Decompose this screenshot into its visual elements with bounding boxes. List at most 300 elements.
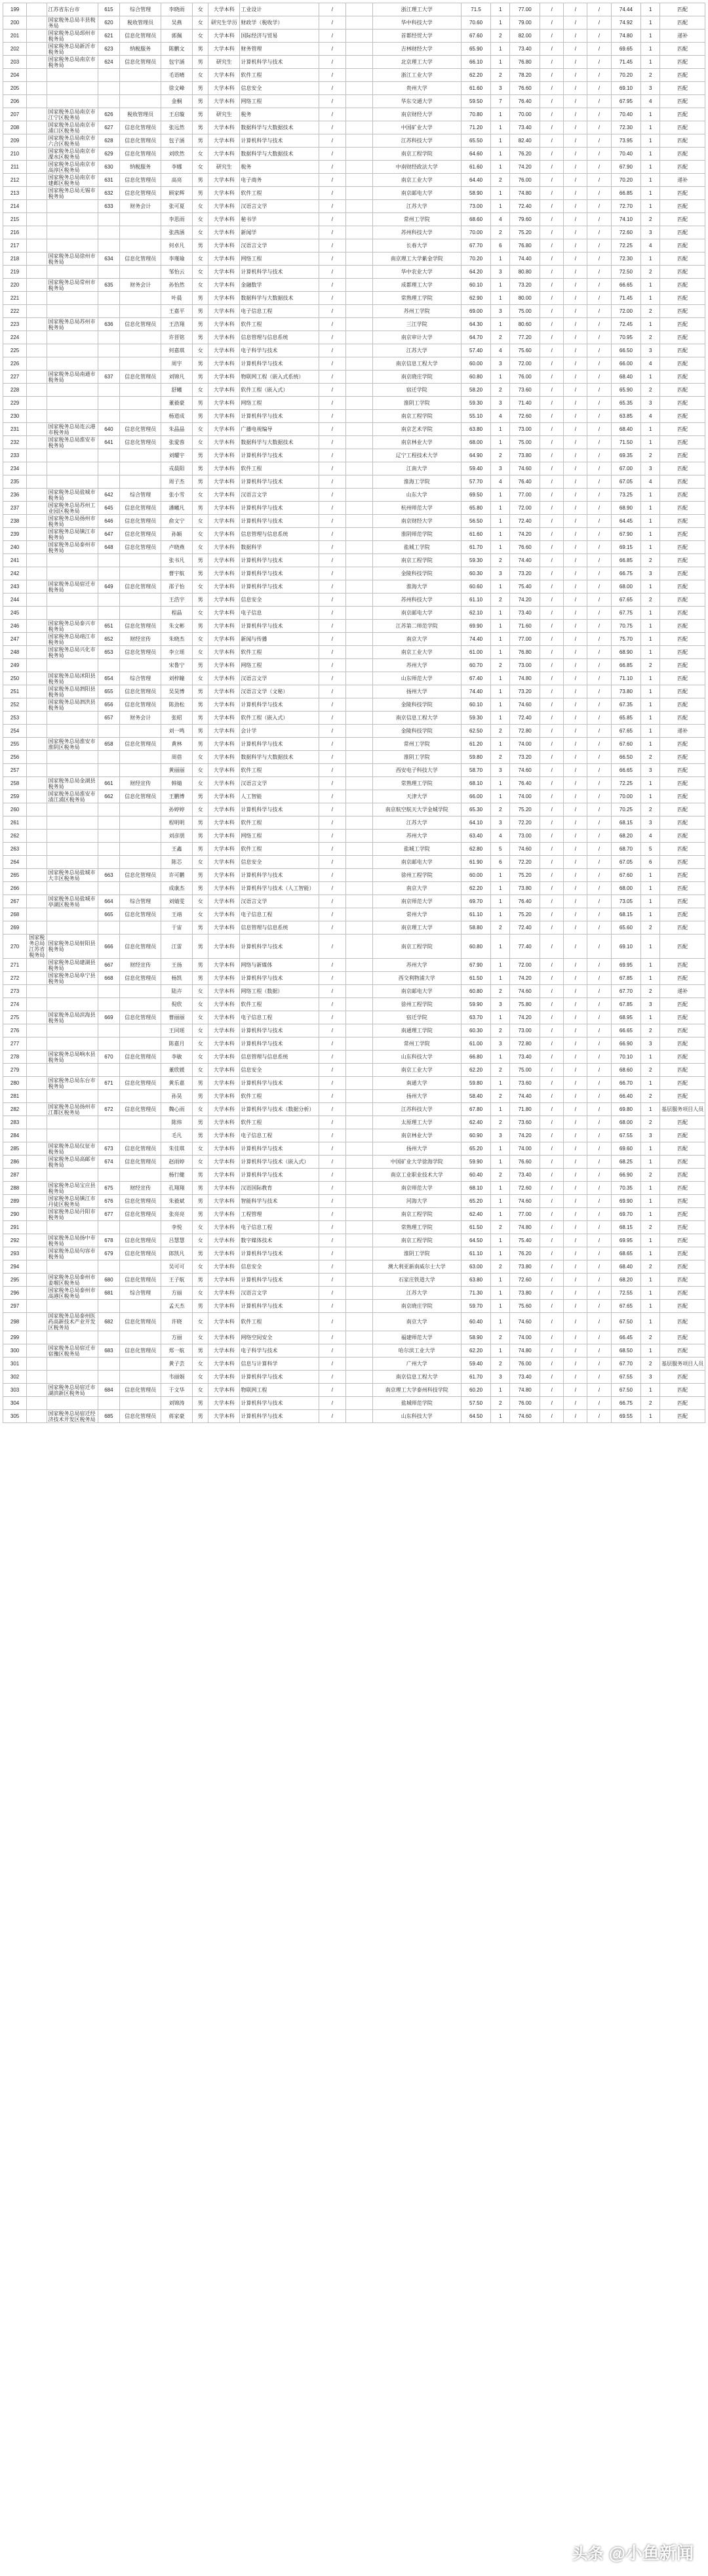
cell-bonus: /: [540, 751, 564, 764]
cell-bonus: /: [540, 882, 564, 895]
cell-agency: [27, 3, 47, 16]
cell-rank: 1: [641, 371, 660, 384]
cell-rank: 1: [641, 3, 660, 16]
cell-major: 电子科学与技术: [240, 1344, 319, 1358]
cell-rank: 6: [641, 856, 660, 869]
cell-inspection: /: [587, 554, 611, 567]
cell-experience: /: [319, 921, 345, 935]
cell-rank: 1: [641, 633, 660, 646]
cell-interview: 73.80: [510, 1287, 540, 1300]
cell-experience: /: [319, 1142, 345, 1156]
cell-index: 232: [3, 436, 27, 449]
cell-position-code: [98, 1260, 120, 1274]
cell-inspection: /: [587, 279, 611, 292]
cell-written-score: 59.30: [461, 554, 491, 567]
cell-physical: /: [564, 751, 587, 764]
cell-school: 南京邮电大学: [372, 187, 461, 200]
cell-total: 73.80: [611, 685, 641, 698]
cell-index: 214: [3, 200, 27, 213]
cell-bureau: [47, 1090, 98, 1103]
cell-total: 68.70: [611, 843, 641, 856]
cell-name: 徐文峰: [161, 82, 192, 95]
cell-gender: 男: [193, 371, 208, 384]
cell-bureau: [47, 239, 98, 252]
cell-total: 71.45: [611, 292, 641, 305]
cell-interview: 75.00: [510, 305, 540, 318]
cell-interview: 73.60: [510, 384, 540, 397]
cell-index: 218: [3, 252, 27, 266]
cell-bonus: /: [540, 659, 564, 672]
cell-interview: 72.40: [510, 200, 540, 213]
cell-position-code: 669: [98, 1011, 120, 1024]
cell-index: 276: [3, 1024, 27, 1037]
cell-agency: [27, 698, 47, 712]
cell-major: 物联网工程: [240, 1384, 319, 1397]
table-row: [3, 489, 705, 502]
cell-major: 计算机科学与技术: [240, 554, 319, 567]
cell-bureau: [47, 331, 98, 344]
cell-name: 曹丽丽: [161, 1011, 192, 1024]
cell-total: 72.70: [611, 200, 641, 213]
cell-physical: /: [564, 712, 587, 725]
cell-agency: [27, 410, 47, 423]
cell-gender: 男: [193, 620, 208, 633]
cell-agency: [27, 462, 47, 475]
table-row: [3, 384, 705, 397]
cell-inspection: /: [587, 1129, 611, 1142]
cell-school: 徐州工程学院: [372, 869, 461, 882]
cell-experience: /: [319, 1103, 345, 1116]
cell-physical: /: [564, 200, 587, 213]
cell-physical: /: [564, 1103, 587, 1116]
cell-political: [345, 515, 372, 528]
cell-bonus: /: [540, 371, 564, 384]
cell-physical: /: [564, 972, 587, 985]
cell-experience: /: [319, 1371, 345, 1384]
cell-bureau: [47, 95, 98, 108]
cell-gender: 男: [193, 1169, 208, 1182]
cell-position: [120, 357, 161, 371]
cell-physical: /: [564, 121, 587, 134]
cell-total: 68.15: [611, 908, 641, 921]
cell-physical: /: [564, 1156, 587, 1169]
table-row: [3, 620, 705, 633]
cell-experience: /: [319, 1208, 345, 1221]
cell-bureau: [47, 1358, 98, 1371]
cell-name: 刘欣然: [161, 148, 192, 161]
cell-bureau: [47, 803, 98, 816]
cell-written-score: 65.50: [461, 134, 491, 148]
cell-physical: /: [564, 567, 587, 580]
cell-political: [345, 397, 372, 410]
table-row: [3, 1313, 705, 1331]
cell-agency: [27, 371, 47, 384]
cell-physical: /: [564, 108, 587, 121]
cell-rank: 1: [641, 423, 660, 436]
cell-written-score: 62.80: [461, 843, 491, 856]
cell-bonus: /: [540, 685, 564, 698]
cell-position-code: [98, 594, 120, 607]
cell-education: 大学本科: [208, 213, 240, 226]
cell-interview: 74.60: [510, 985, 540, 998]
cell-experience: /: [319, 672, 345, 685]
cell-experience: /: [319, 1024, 345, 1037]
cell-index: 209: [3, 134, 27, 148]
cell-written-rank: 3: [491, 397, 510, 410]
cell-index: 278: [3, 1051, 27, 1064]
cell-gender: 男: [193, 462, 208, 475]
cell-inspection: /: [587, 331, 611, 344]
cell-bonus: /: [540, 1077, 564, 1090]
cell-position: 信息化管理员: [120, 1156, 161, 1169]
cell-index: 277: [3, 1037, 27, 1051]
cell-position-code: [98, 1090, 120, 1103]
table-row: [3, 998, 705, 1011]
cell-bureau: 国家税务总局靖江市税务局: [47, 633, 98, 646]
cell-gender: 男: [193, 174, 208, 187]
cell-bonus: /: [540, 357, 564, 371]
cell-written-rank: 1: [491, 607, 510, 620]
cell-interview: 72.00: [510, 502, 540, 515]
cell-written-score: 60.40: [461, 1169, 491, 1182]
cell-bonus: /: [540, 633, 564, 646]
cell-remark: 匹配: [660, 3, 705, 16]
cell-total: 72.25: [611, 777, 641, 790]
cell-physical: /: [564, 462, 587, 475]
cell-education: 大学本科: [208, 882, 240, 895]
cell-gender: 女: [193, 777, 208, 790]
cell-remark: 匹配: [660, 1371, 705, 1384]
cell-name: 陈炜: [161, 1116, 192, 1129]
cell-political: [345, 462, 372, 475]
cell-school: 北京理工大学: [372, 56, 461, 69]
cell-political: [345, 305, 372, 318]
cell-major: 新闻学: [240, 226, 319, 239]
cell-remark: 匹配: [660, 449, 705, 462]
cell-political: [345, 213, 372, 226]
cell-physical: /: [564, 1195, 587, 1208]
cell-physical: /: [564, 16, 587, 30]
cell-bureau: [47, 725, 98, 738]
cell-school: 中国矿业大学: [372, 121, 461, 134]
cell-bureau: 国家税务总局泗洪县税务局: [47, 698, 98, 712]
cell-school: 河海大学: [372, 1195, 461, 1208]
cell-inspection: /: [587, 489, 611, 502]
cell-agency: [27, 816, 47, 830]
cell-agency: [27, 305, 47, 318]
cell-position: 纳税服务: [120, 161, 161, 174]
cell-rank: 1: [641, 1384, 660, 1397]
cell-bureau: [47, 856, 98, 869]
cell-position: [120, 1331, 161, 1344]
cell-interview: 74.20: [510, 972, 540, 985]
cell-position: 信息化管理员: [120, 318, 161, 331]
cell-agency: [27, 148, 47, 161]
cell-rank: 1: [641, 134, 660, 148]
cell-written-rank: 1: [491, 698, 510, 712]
cell-education: 大学本科: [208, 1169, 240, 1182]
cell-major: 网络工程: [240, 397, 319, 410]
cell-name: 金桐: [161, 95, 192, 108]
table-row: [3, 1410, 705, 1423]
cell-remark: 匹配: [660, 187, 705, 200]
cell-bureau: 国家税务总局宝应县税务局: [47, 1182, 98, 1195]
cell-bureau: 国家税务总局丹阳市税务局: [47, 1208, 98, 1221]
cell-school: 盐城工学院: [372, 843, 461, 856]
cell-position-code: [98, 751, 120, 764]
cell-position: 财经宣传: [120, 633, 161, 646]
cell-inspection: /: [587, 567, 611, 580]
cell-written-rank: 1: [491, 882, 510, 895]
cell-name: 包宇涵: [161, 56, 192, 69]
cell-bureau: 国家税务总局泰州市税务局: [47, 541, 98, 554]
cell-bureau: [47, 594, 98, 607]
cell-agency: [27, 1300, 47, 1313]
cell-interview: 72.80: [510, 1037, 540, 1051]
cell-school: 南京大学: [372, 882, 461, 895]
cell-experience: /: [319, 1247, 345, 1260]
cell-interview: 73.40: [510, 121, 540, 134]
cell-experience: /: [319, 1182, 345, 1195]
cell-bureau: [47, 1221, 98, 1234]
cell-inspection: /: [587, 161, 611, 174]
cell-school: 南京工业职业技术大学: [372, 1169, 461, 1182]
cell-remark: 匹配: [660, 1142, 705, 1156]
cell-education: 大学本科: [208, 515, 240, 528]
cell-political: [345, 187, 372, 200]
cell-political: [345, 16, 372, 30]
cell-position: 信息化管理员: [120, 580, 161, 594]
cell-education: 大学本科: [208, 1142, 240, 1156]
cell-bonus: /: [540, 266, 564, 279]
cell-index: 200: [3, 16, 27, 30]
cell-rank: 2: [641, 1221, 660, 1234]
cell-written-score: 62.90: [461, 292, 491, 305]
cell-interview: 74.60: [510, 698, 540, 712]
cell-total: 68.40: [611, 423, 641, 436]
cell-major: 计算机科学与技术: [240, 1300, 319, 1313]
cell-position: [120, 1116, 161, 1129]
cell-position-code: [98, 357, 120, 371]
cell-total: 72.60: [611, 226, 641, 239]
cell-gender: 男: [193, 502, 208, 515]
cell-inspection: /: [587, 1384, 611, 1397]
cell-political: [345, 803, 372, 816]
cell-physical: /: [564, 869, 587, 882]
cell-education: 大学本科: [208, 1358, 240, 1371]
cell-rank: 2: [641, 1331, 660, 1344]
cell-position-code: 658: [98, 738, 120, 751]
cell-major: 新闻与传播: [240, 633, 319, 646]
cell-inspection: /: [587, 541, 611, 554]
cell-inspection: /: [587, 371, 611, 384]
cell-name: 刘耀宇: [161, 449, 192, 462]
cell-physical: /: [564, 998, 587, 1011]
cell-education: 大学本科: [208, 502, 240, 515]
cell-total: 70.00: [611, 790, 641, 803]
cell-education: 大学本科: [208, 318, 240, 331]
cell-written-score: 68.00: [461, 436, 491, 449]
cell-interview: 77.00: [510, 633, 540, 646]
cell-bonus: /: [540, 803, 564, 816]
cell-major: 计算机科学与技术: [240, 134, 319, 148]
cell-name: 黄林: [161, 738, 192, 751]
cell-school: 南京工业大学: [372, 646, 461, 659]
cell-total: 67.65: [611, 1300, 641, 1313]
cell-position: [120, 331, 161, 344]
cell-agency: [27, 357, 47, 371]
cell-experience: /: [319, 528, 345, 541]
cell-index: 241: [3, 554, 27, 567]
cell-gender: 男: [193, 410, 208, 423]
cell-bonus: /: [540, 843, 564, 856]
cell-interview: 73.00: [510, 1024, 540, 1037]
table-row: [3, 1024, 705, 1037]
cell-written-rank: 3: [491, 82, 510, 95]
cell-agency: [27, 82, 47, 95]
cell-total: 72.30: [611, 252, 641, 266]
cell-remark: 匹配: [660, 515, 705, 528]
cell-gender: 女: [193, 607, 208, 620]
cell-school: 苏州工学院: [372, 305, 461, 318]
cell-inspection: /: [587, 1156, 611, 1169]
cell-total: 68.40: [611, 1260, 641, 1274]
cell-interview: 75.20: [510, 869, 540, 882]
cell-remark: 匹配: [660, 816, 705, 830]
cell-major: 数据科学: [240, 541, 319, 554]
cell-inspection: /: [587, 1024, 611, 1037]
cell-rank: 3: [641, 462, 660, 475]
table-row: [3, 908, 705, 921]
cell-major: 软件工程: [240, 843, 319, 856]
cell-interview: 82.40: [510, 134, 540, 148]
cell-interview: 74.20: [510, 1011, 540, 1024]
cell-interview: 73.20: [510, 279, 540, 292]
cell-name: 朱佳琪: [161, 1142, 192, 1156]
cell-major: 网络工程: [240, 830, 319, 843]
table-row: [3, 1169, 705, 1182]
cell-education: 研究生: [208, 161, 240, 174]
cell-remark: 匹配: [660, 161, 705, 174]
cell-position-code: 685: [98, 1410, 120, 1423]
cell-school: 徐州工程学院: [372, 998, 461, 1011]
table-row: [3, 30, 705, 43]
cell-physical: /: [564, 1247, 587, 1260]
cell-written-score: 62.20: [461, 1064, 491, 1077]
cell-written-rank: 3: [491, 1129, 510, 1142]
cell-written-rank: 1: [491, 1077, 510, 1090]
cell-interview: 73.00: [510, 659, 540, 672]
cell-agency: [27, 554, 47, 567]
cell-total: 74.44: [611, 3, 641, 16]
cell-bureau: 国家税务总局泰州市姜堰区税务局: [47, 1274, 98, 1287]
cell-political: [345, 174, 372, 187]
cell-political: [345, 56, 372, 69]
cell-agency: [27, 69, 47, 82]
cell-school: 江苏第二师范学院: [372, 620, 461, 633]
cell-physical: /: [564, 843, 587, 856]
cell-agency: [27, 843, 47, 856]
cell-rank: 2: [641, 985, 660, 998]
cell-position-code: 668: [98, 972, 120, 985]
cell-written-rank: 3: [491, 816, 510, 830]
cell-physical: /: [564, 1371, 587, 1384]
cell-index: 263: [3, 843, 27, 856]
cell-inspection: /: [587, 1313, 611, 1331]
cell-position: 信息化管理员: [120, 1410, 161, 1423]
cell-remark: 匹配: [660, 1051, 705, 1064]
cell-inspection: /: [587, 239, 611, 252]
cell-rank: 1: [641, 959, 660, 972]
cell-gender: 男: [193, 921, 208, 935]
cell-position-code: [98, 213, 120, 226]
cell-major: 数据科学与大数据技术: [240, 121, 319, 134]
cell-physical: /: [564, 1274, 587, 1287]
cell-name: 吴燕: [161, 16, 192, 30]
cell-bonus: /: [540, 56, 564, 69]
cell-position-code: [98, 239, 120, 252]
cell-major: 计算机科学与技术: [240, 1037, 319, 1051]
cell-total: 67.90: [611, 161, 641, 174]
cell-education: 大学本科: [208, 698, 240, 712]
cell-political: [345, 489, 372, 502]
cell-gender: 男: [193, 318, 208, 331]
cell-gender: 女: [193, 998, 208, 1011]
cell-experience: /: [319, 541, 345, 554]
cell-remark: 匹配: [660, 908, 705, 921]
cell-remark: 匹配: [660, 1011, 705, 1024]
cell-written-rank: 5: [491, 843, 510, 856]
cell-written-score: 60.00: [461, 357, 491, 371]
cell-interview: 74.40: [510, 1090, 540, 1103]
cell-rank: 2: [641, 751, 660, 764]
cell-interview: 76.00: [510, 1397, 540, 1410]
cell-bureau: [47, 226, 98, 239]
cell-written-score: 67.80: [461, 1103, 491, 1116]
cell-name: 张书凡: [161, 554, 192, 567]
cell-education: 大学本科: [208, 725, 240, 738]
cell-school: 盐城工学院: [372, 541, 461, 554]
cell-physical: /: [564, 541, 587, 554]
cell-total: 67.85: [611, 998, 641, 1011]
cell-position-code: 635: [98, 279, 120, 292]
cell-written-rank: 1: [491, 1410, 510, 1423]
table-row: [3, 959, 705, 972]
cell-agency: [27, 423, 47, 436]
cell-bonus: /: [540, 738, 564, 751]
cell-position: [120, 554, 161, 567]
cell-name: 舒曦: [161, 384, 192, 397]
cell-inspection: /: [587, 1397, 611, 1410]
cell-inspection: /: [587, 738, 611, 751]
cell-index: 204: [3, 69, 27, 82]
cell-position-code: [98, 843, 120, 856]
cell-gender: 女: [193, 384, 208, 397]
cell-gender: 女: [193, 16, 208, 30]
cell-bonus: /: [540, 1234, 564, 1247]
cell-position: [120, 1169, 161, 1182]
cell-written-rank: 2: [491, 1358, 510, 1371]
cell-total: 75.70: [611, 633, 641, 646]
cell-bonus: /: [540, 30, 564, 43]
cell-inspection: /: [587, 843, 611, 856]
cell-school: 金陵科技学院: [372, 567, 461, 580]
cell-index: 226: [3, 357, 27, 371]
cell-experience: /: [319, 462, 345, 475]
cell-bureau: [47, 305, 98, 318]
cell-inspection: /: [587, 816, 611, 830]
cell-bonus: /: [540, 1156, 564, 1169]
